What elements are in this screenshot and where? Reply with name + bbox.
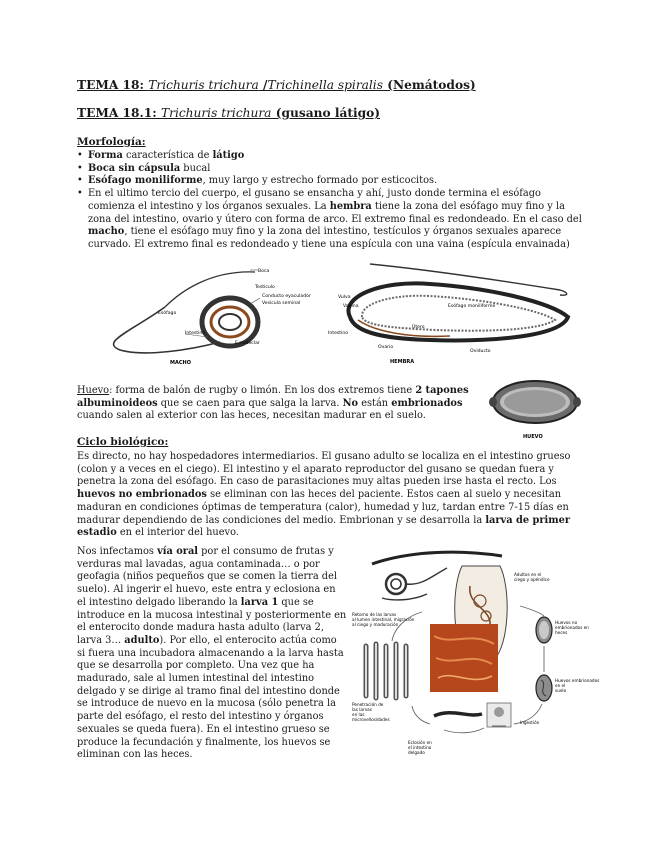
female-label-uterus: Útero — [412, 325, 425, 330]
label-ingestion: Ingestión — [520, 720, 540, 725]
label-penetration: Penetración de las larvas en las microvellosidades — [352, 702, 390, 722]
unembryonated-egg-image — [536, 617, 552, 643]
male-label-intestine: Intestino — [185, 331, 206, 336]
morphology-list — [77, 150, 587, 252]
label-eggs-embryonated: Huevos embrionados en el suelo — [555, 678, 600, 693]
male-caption: MACHO — [170, 360, 191, 366]
embryonated-egg-image — [536, 675, 552, 701]
morphology-item-shape: • Forma característica de látigo — [77, 150, 587, 163]
morphology-item-mouth: • Boca sin cápsula bucal — [77, 163, 587, 176]
female-label-vulva: Vulva — [338, 295, 351, 300]
male-label-mouth: Boca — [258, 269, 270, 274]
male-label-ejaculatory-duct: Conducto eyaculador — [262, 294, 311, 299]
female-caption: HEMBRA — [390, 359, 415, 365]
male-label-testis: Testículo — [255, 285, 275, 290]
morphology-item-body: • En el ultimo tercio del cuerpo, el gusano se ensancha y ahí, justo donde termina el esófago comienza el intestino y los órganos sexuales. La hembra tiene la zona del esófago muy fino y la zona del intestino, ovario y útero con forma de arco. El extremo final es redondeado. En el caso del macho, tiene el esófago muy fino y la zona del intestino, testículos y órganos sexuales aparece curvado. El extremo final es redondeado y tiene una espícula con una vaina (espícula envainada) — [77, 188, 587, 252]
female-label-oviduct: Oviducto — [470, 349, 491, 354]
larvae-photo — [430, 624, 498, 692]
egg-illustration — [485, 372, 585, 442]
female-worm-figure — [328, 264, 568, 365]
larva-image — [434, 713, 482, 716]
female-label-esophagus: Esófago moniliforme — [448, 304, 496, 309]
male-worm-figure — [114, 268, 311, 366]
ingestion-image — [487, 703, 511, 727]
female-label-ovary: Ovario — [378, 345, 394, 350]
morphology-item-esophagus: • Esófago moniliforme, muy largo y estrecho formado por esticocitos. — [77, 175, 587, 188]
life-cycle-heading: Ciclo biológico: — [77, 436, 169, 448]
life-cycle-paragraph-1: Es directo, no hay hospedadores intermediarios. El gusano adulto se localiza en el intestino grueso (colon y a veces en el ciego). El intestino y el aparato reproductor del gusano se quedan fuera y penetra la zona del esófago. En caso de parasitaciones muy altas pueden irse hasta el recto. Los huevos no embrionados se eliminan con las heces del paciente. Estos caen al suelo y necesitan maduran en condiciones óptimas de temperatura (calor), humedad y luz, tardan entre 7-15 días en madurar dependiendo de las condiciones del medio. Embrionan y se desarrolla la larva de primer estadio en el interior del huevo. — [77, 451, 571, 539]
female-label-vagina: Vagina — [343, 304, 359, 309]
label-eggs-unembryonated: Huevos no embrionados en heces — [555, 620, 589, 635]
morphology-heading: Morfología: — [77, 136, 146, 148]
topic-18-heading: TEMA 18: Trichuris trichura /Trichinella spiralis (Nemátodos) — [77, 78, 476, 92]
egg-caption: HUEVO — [523, 434, 543, 440]
life-cycle-paragraph-2: Nos infectamos vía oral por el consumo de frutas y verduras mal lavadas, agua contaminada… o por geofagia (niños pequeños que se comen la tierra del suelo). Al ingerir el huevo, este entra y eclosiona en el intestino delgado liberando la larva 1 que se introduce en la mucosa intestinal y posteriormente en el enterocito donde madura hasta adulto (larva 2, larva 3… adulto). Por ello, el enterocito actúa como si fuera una incubadora almacenando a la larva hasta que se desarrolla por completo. Una vez que ha madurado, sale al lumen intestinal del intestino delgado y se dirige al tramo final del intestino donde se introduce de nuevo en la mucosa (sólo penetra la parte del esófago, el resto del intestino y órganos sexuales se queda fuera). En el intestino grueso se produce la fecundación y finalmente, los huevos se eliminan con las heces. — [77, 546, 347, 761]
label-return: Retorno de las larvas al lumen intestinal, migración al ciego y maduración — [352, 612, 415, 627]
villi-image — [366, 644, 406, 698]
male-label-spicule: E.moteclar — [235, 341, 260, 346]
topic-18-1-heading: TEMA 18.1: Trichuris trichura (gusano látigo) — [77, 106, 381, 120]
egg-paragraph: Huevo: forma de balón de rugby o limón. En los dos extremos tiene 2 tapones albuminoideos que se caen para que salga la larva. No están embrionados cuando salen al exterior con las heces, necesitan madurar en el suelo. — [77, 385, 469, 422]
worm-illustration — [90, 262, 585, 370]
label-hatching: Eclosión en el intestino delgado — [408, 740, 432, 755]
label-adults: Adultos en el ciego y apéndice — [514, 572, 550, 582]
life-cycle-diagram — [352, 546, 600, 764]
male-label-seminal-vesicle: Vesícula seminal — [262, 301, 301, 306]
male-label-esophagus: Esófago — [158, 311, 177, 316]
female-label-intestine: Intestino — [328, 331, 349, 336]
